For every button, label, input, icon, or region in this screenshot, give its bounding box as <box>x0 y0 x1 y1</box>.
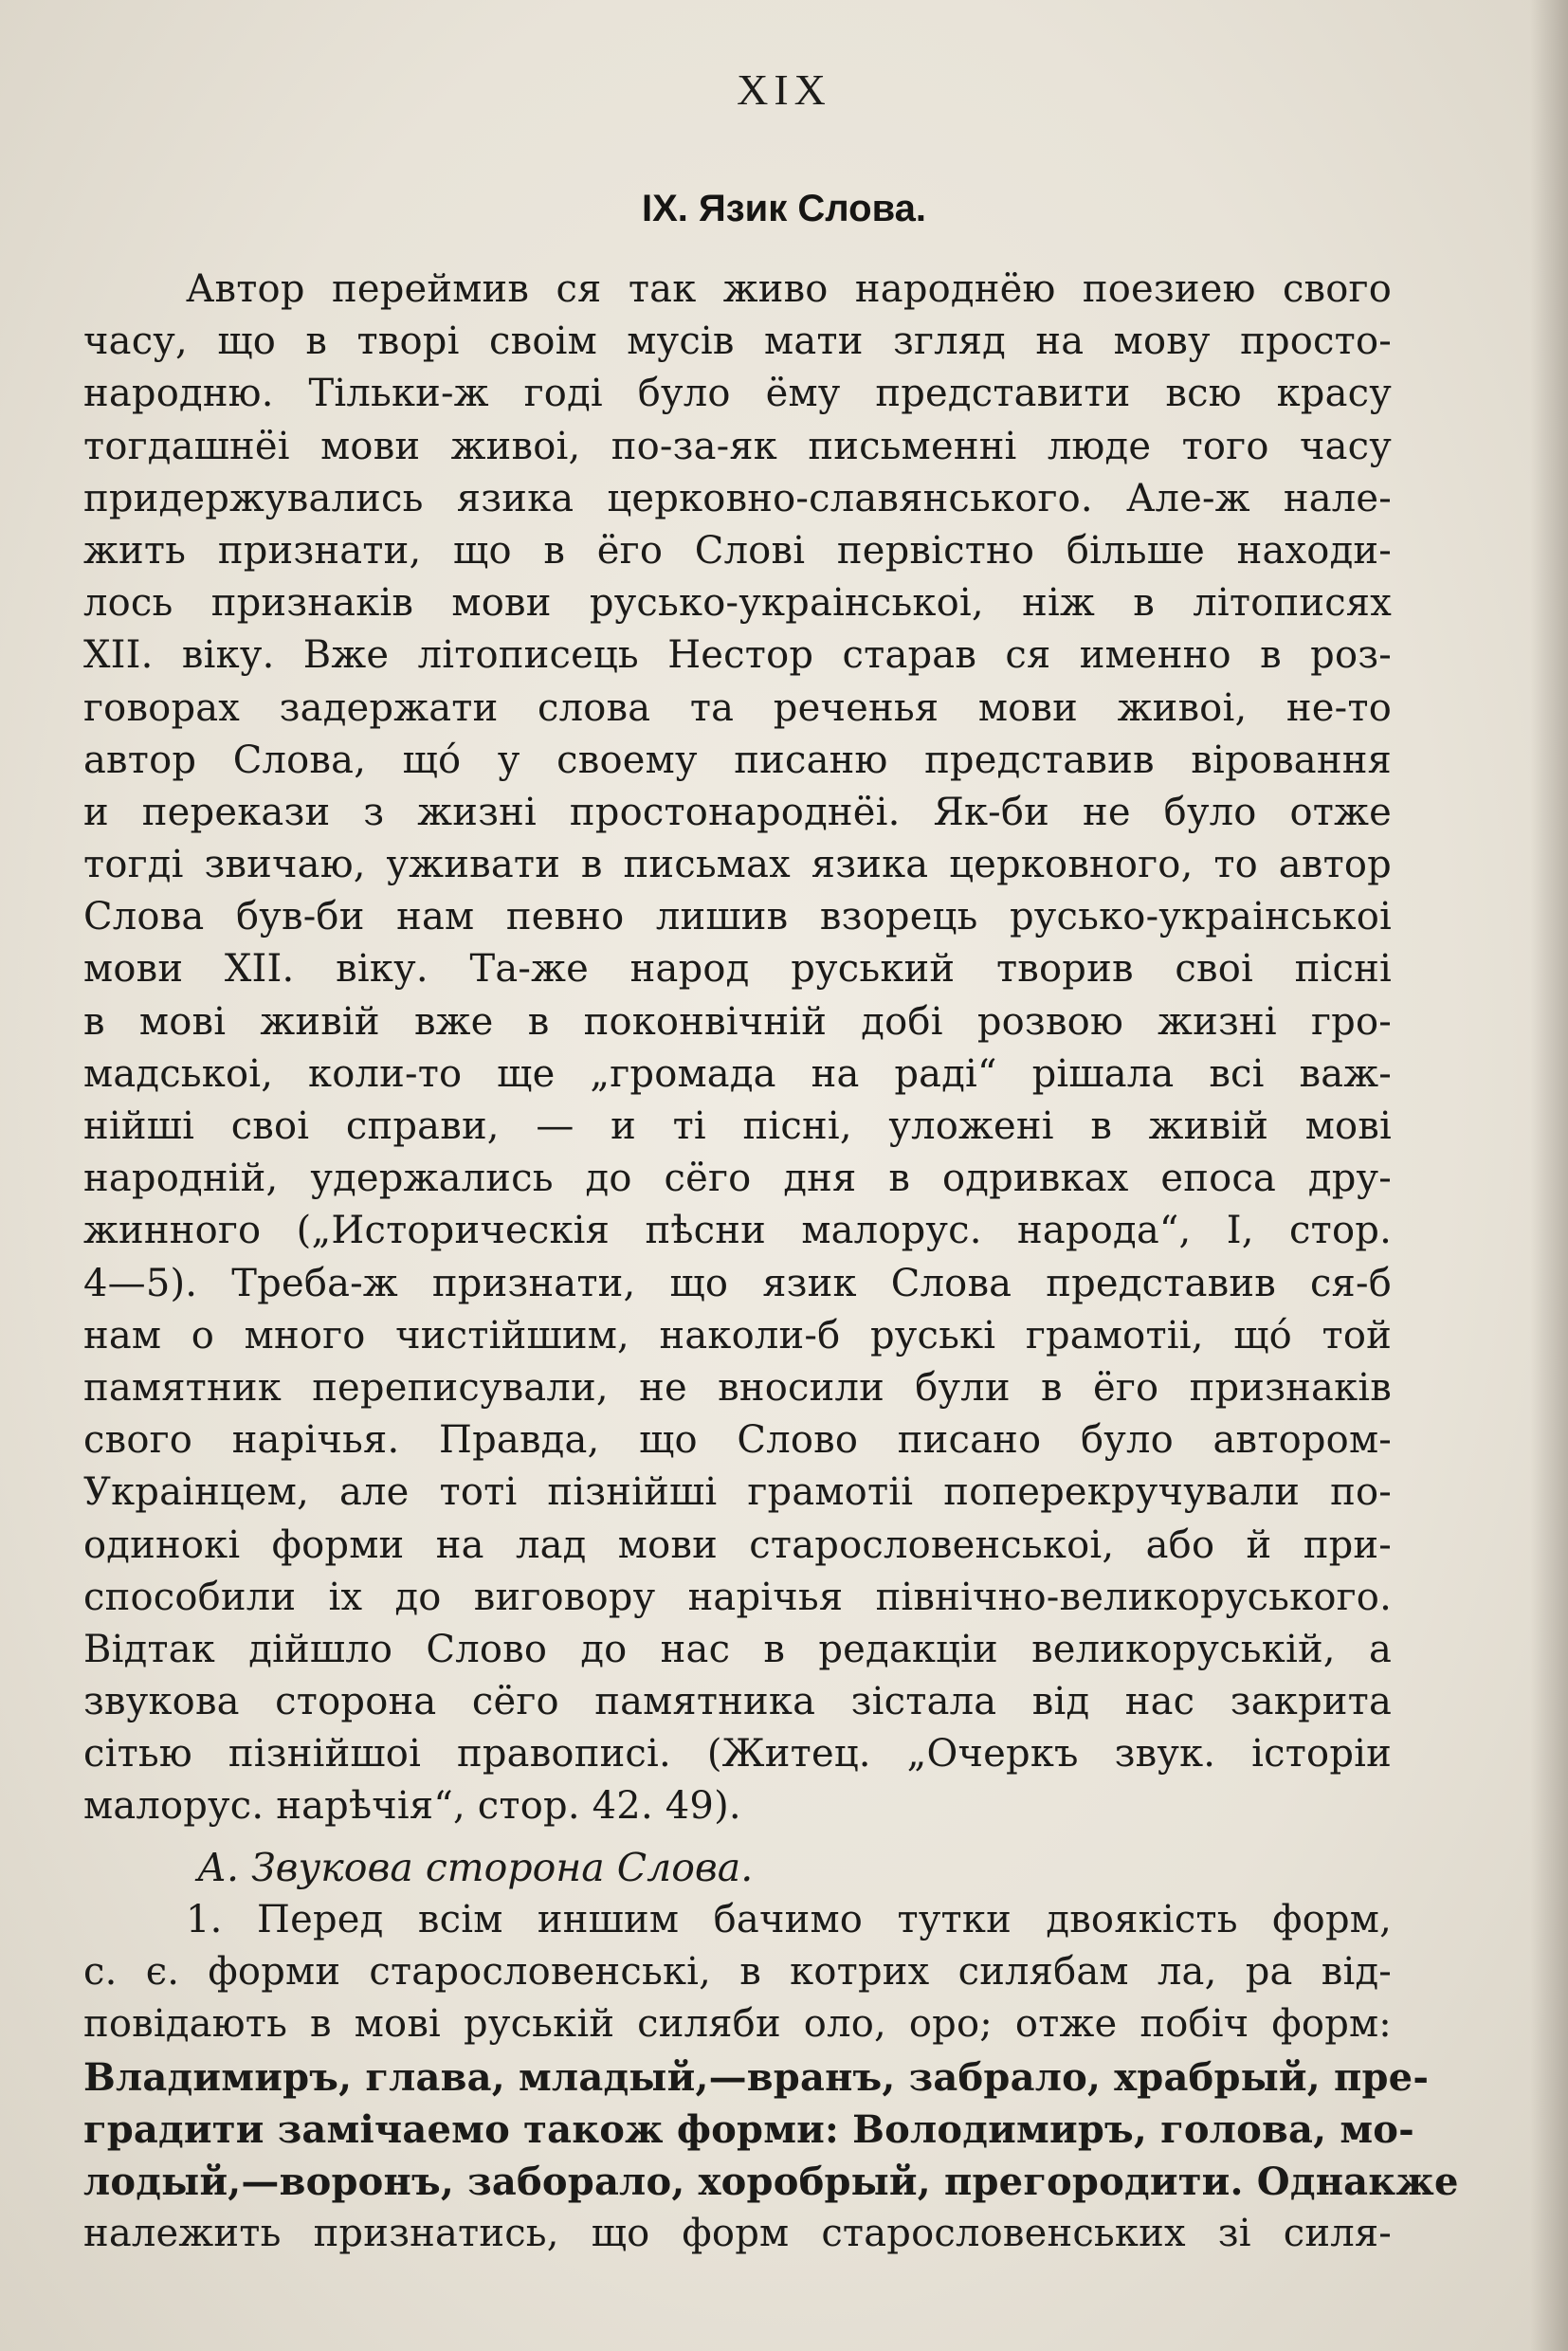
text-line: Слова був-би нам певно лишив взорець русько-украінськоі <box>83 895 1392 939</box>
text-line: одинокі форми на лад мови старословенськоі, або й при- <box>83 1522 1392 1567</box>
text-line: градити замічаемо також форми: Володимиръ, голова, мо- <box>83 2106 1414 2152</box>
text-line: говорах задержати слова та реченья мови живоі, не-то <box>83 685 1392 730</box>
text-line: лодый,—воронъ, заборало, хоробрый, прегородити. Однакже <box>83 2159 1459 2204</box>
text-line: памятник переписували, не вносили були в ёго признаків <box>83 1365 1392 1410</box>
subsection-heading: А. Звукова сторона Слова. <box>197 1845 754 1890</box>
text-line: Автор переймив ся так живо народнёю поезиею свого <box>186 267 1392 311</box>
text-line: сітью пізнійшоі правописі. (Житец. „Очеркъ звук. історіи <box>83 1732 1392 1777</box>
paragraph-2 <box>83 1894 1459 2260</box>
page-number: XIX <box>737 65 831 114</box>
text-line: придержувались язика церковно-славянського. Але-ж нале- <box>83 476 1392 520</box>
text-line: звукова сторона сёго памятника зістала від нас закрита <box>83 1680 1392 1724</box>
text-line: с. є. форми старословенські, в котрих силябам ла, ра від- <box>83 1950 1392 1995</box>
text-line: повідають в мові руській силяби оло, оро; отже побіч форм: <box>83 2002 1392 2047</box>
text-line: и перекази з жизні простонароднёі. Як-би не було отже <box>83 790 1392 834</box>
text-line: народню. Тільки-ж годі було ёму представити всю красу <box>83 372 1392 416</box>
text-line: в мові живій вже в поконвічній добі розвою жизні гро- <box>83 999 1392 1044</box>
text-line: Украінцем, але тоті пізнійші грамотіі поперекручували по- <box>83 1470 1392 1515</box>
text-line: 1. Перед всім иншим бачимо тутки двоякість форм, <box>186 1898 1392 1941</box>
text-line: мови XII. віку. Та-же народ руський творив своі пісні <box>83 947 1392 992</box>
text-line: жить признати, що в ёго Слові первістно більше находи- <box>83 528 1392 573</box>
text-line: тогдашнёі мови живоі, по-за-як письменні люде того часу <box>83 424 1392 468</box>
scan-edge-shadow <box>1530 0 1568 2351</box>
section-title: IX. Язик Слова. <box>642 188 926 229</box>
text-line: жинного („Историческія пѣсни малорус. народа“, I, стор. <box>83 1209 1392 1253</box>
text-line: мадськоі, коли-то ще „громада на раді“ рішала всі важ- <box>83 1051 1392 1096</box>
text-line: XII. віку. Вже літописець Нестор старав ся именно в роз- <box>83 633 1392 678</box>
text-line: свого нарічья. Правда, що Слово писано було автором- <box>83 1418 1392 1463</box>
text-line: часу, що в творі своім мусів мати згляд на мову просто- <box>83 319 1392 364</box>
text-line: нам о много чистійшим, наколи-б руські грамотіі, щó той <box>83 1313 1392 1358</box>
text-line: 4—5). Треба-ж признати, що язик Слова представив ся-б <box>83 1261 1392 1305</box>
text-line: малорус. нарѣчія“, стор. 42. 49). <box>83 1784 741 1829</box>
text-line: нійші своі справи, — и ті пісні, уложені в живій мові <box>83 1104 1392 1148</box>
text-line: Владимиръ, глава, младый,—вранъ, забрало, храбрый, пре- <box>83 2054 1430 2100</box>
text-line: лось признаків мови русько-украінськоі, ніж в літописях <box>83 581 1392 626</box>
paragraph-1 <box>83 264 1392 1833</box>
text-line: належить признатись, що форм старословенських зі силя- <box>83 2212 1392 2256</box>
text-line: Відтак дійшло Слово до нас в редакціи великоруській, а <box>83 1627 1392 1671</box>
text-line: тогді звичаю, уживати в письмах язика церковного, то автор <box>83 843 1392 887</box>
text-line: народній, удержались до сёго дня в одривках епоса дру- <box>83 1157 1392 1201</box>
text-line: автор Слова, щó у своему писаню представив віровання <box>83 738 1392 782</box>
text-line: способили іх до виговору нарічья північно-великоруського. <box>83 1575 1392 1619</box>
